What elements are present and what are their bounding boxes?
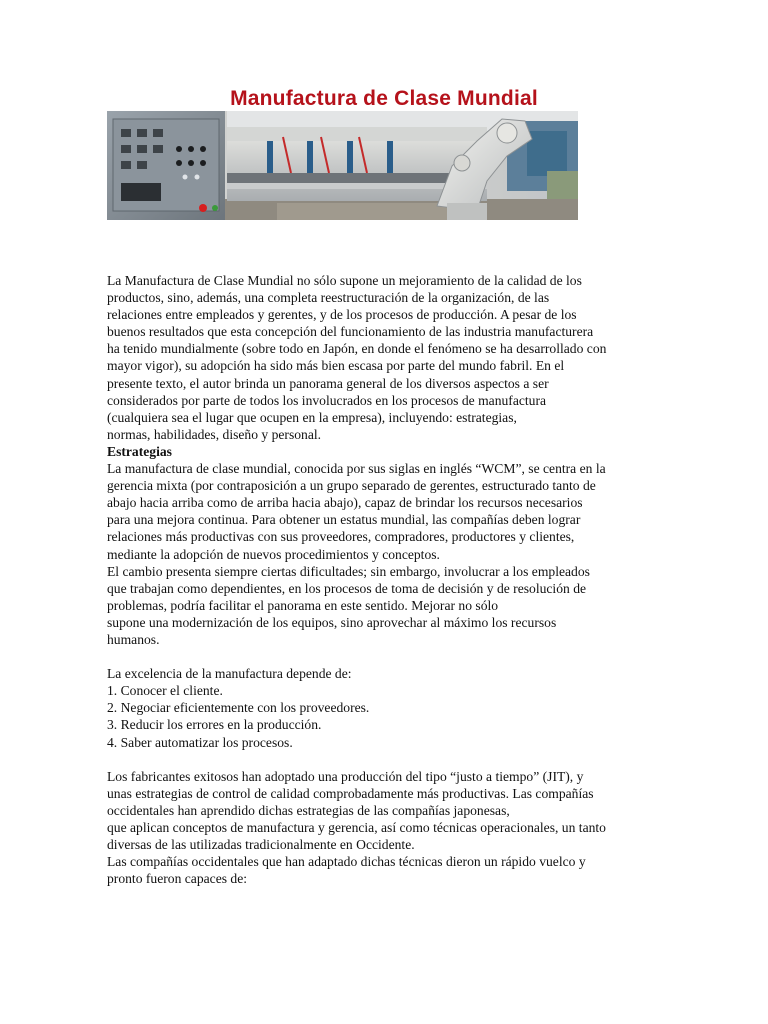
paragraph-line: buenos resultados que esta concepción del funcionamiento de las industria manufacturera — [107, 324, 594, 340]
paragraph-line: gerencia mixta (por contraposición a un grupo separado de gerentes, estructurado tanto de — [107, 478, 596, 494]
paragraph-line: Las compañías occidentales que han adaptado dichas técnicas dieron un rápido vuelco y — [107, 854, 586, 870]
paragraph-line: considerados por parte de todos los involucrados en los procesos de manufactura — [107, 392, 547, 408]
paragraph-line: humanos. — [107, 631, 160, 647]
document-title: Manufactura de Clase Mundial — [230, 87, 538, 110]
paragraph-line: unas estrategias de control de calidad comprobadamente más productivas. Las compañías — [107, 785, 594, 801]
paragraph-line: occidentales han aprendido dichas estrategias de las compañías japonesas, — [107, 802, 510, 818]
blank-line — [107, 751, 677, 768]
list-item: 3. Reducir los errores en la producción. — [107, 717, 322, 733]
list-item: 2. Negociar eficientemente con los proveedores. — [107, 700, 370, 716]
list-item: 1. Conocer el cliente. — [107, 683, 223, 699]
paragraph-line: El cambio presenta siempre ciertas dificultades; sin embargo, involucrar a los empleados — [107, 563, 590, 579]
paragraph-line: mayor vigor), su adopción ha sido más bien escasa por parte del mundo fabril. En el — [107, 358, 565, 374]
paragraph-line: normas, habilidades, diseño y personal. — [107, 426, 322, 442]
paragraph-line: que trabajan como dependientes, en los procesos de toma de decisión y de resolución de — [107, 580, 587, 596]
paragraph-line: relaciones más productivas con sus proveedores, compradores, productores y clientes, — [107, 529, 575, 545]
paragraph-line: productos, sino, además, una completa reestructuración de la organización, de las — [107, 290, 550, 306]
paragraph-line: Los fabricantes exitosos han adoptado una producción del tipo “justo a tiempo” (JIT), y — [107, 768, 584, 784]
paragraph-line: (cualquiera sea el lugar que ocupen en la empresa), incluyendo: estrategias, — [107, 409, 517, 425]
document-body — [107, 272, 677, 887]
paragraph-line: abajo hacia arriba como de arriba hacia abajo), capaz de brindar los recursos necesarios — [107, 495, 583, 511]
list-intro: La excelencia de la manufactura depende de: — [107, 666, 352, 682]
paragraph-line: mediante la adopción de nuevos procedimientos y conceptos. — [107, 546, 440, 562]
paragraph-line: presente texto, el autor brinda un panorama general de los diversos aspectos a ser — [107, 375, 549, 391]
paragraph-line: que aplican conceptos de manufactura y gerencia, así como técnicas operacionales, un tanto — [107, 820, 606, 835]
paragraph-line: relaciones entre empleados y gerentes, y de los procesos de producción. A pesar de los — [107, 307, 577, 323]
paragraph-line: problemas, podría facilitar el panorama en este sentido. Mejorar no sólo — [107, 597, 499, 613]
section-heading: Estrategias — [107, 443, 172, 459]
blank-line — [107, 648, 677, 665]
paragraph-line: La Manufactura de Clase Mundial no sólo supone un mejoramiento de la calidad de los — [107, 273, 582, 288]
paragraph-line: La manufactura de clase mundial, conocida por sus siglas en inglés “WCM”, se centra en la — [107, 461, 606, 477]
factory-machinery-image — [107, 111, 578, 220]
paragraph-line: diversas de las utilizadas tradicionalmente en Occidente. — [107, 837, 415, 853]
paragraph-line: supone una modernización de los equipos, sino aprovechar al máximo los recursos — [107, 614, 557, 630]
paragraph-line: ha tenido mundialmente (sobre todo en Japón, en donde el fenómeno se ha desarrollado con — [107, 341, 607, 357]
paragraph-line: pronto fueron capaces de: — [107, 871, 248, 887]
list-item: 4. Saber automatizar los procesos. — [107, 734, 293, 750]
paragraph-line: para una mejora continua. Para obtener un estatus mundial, las compañías deben lograr — [107, 512, 581, 528]
